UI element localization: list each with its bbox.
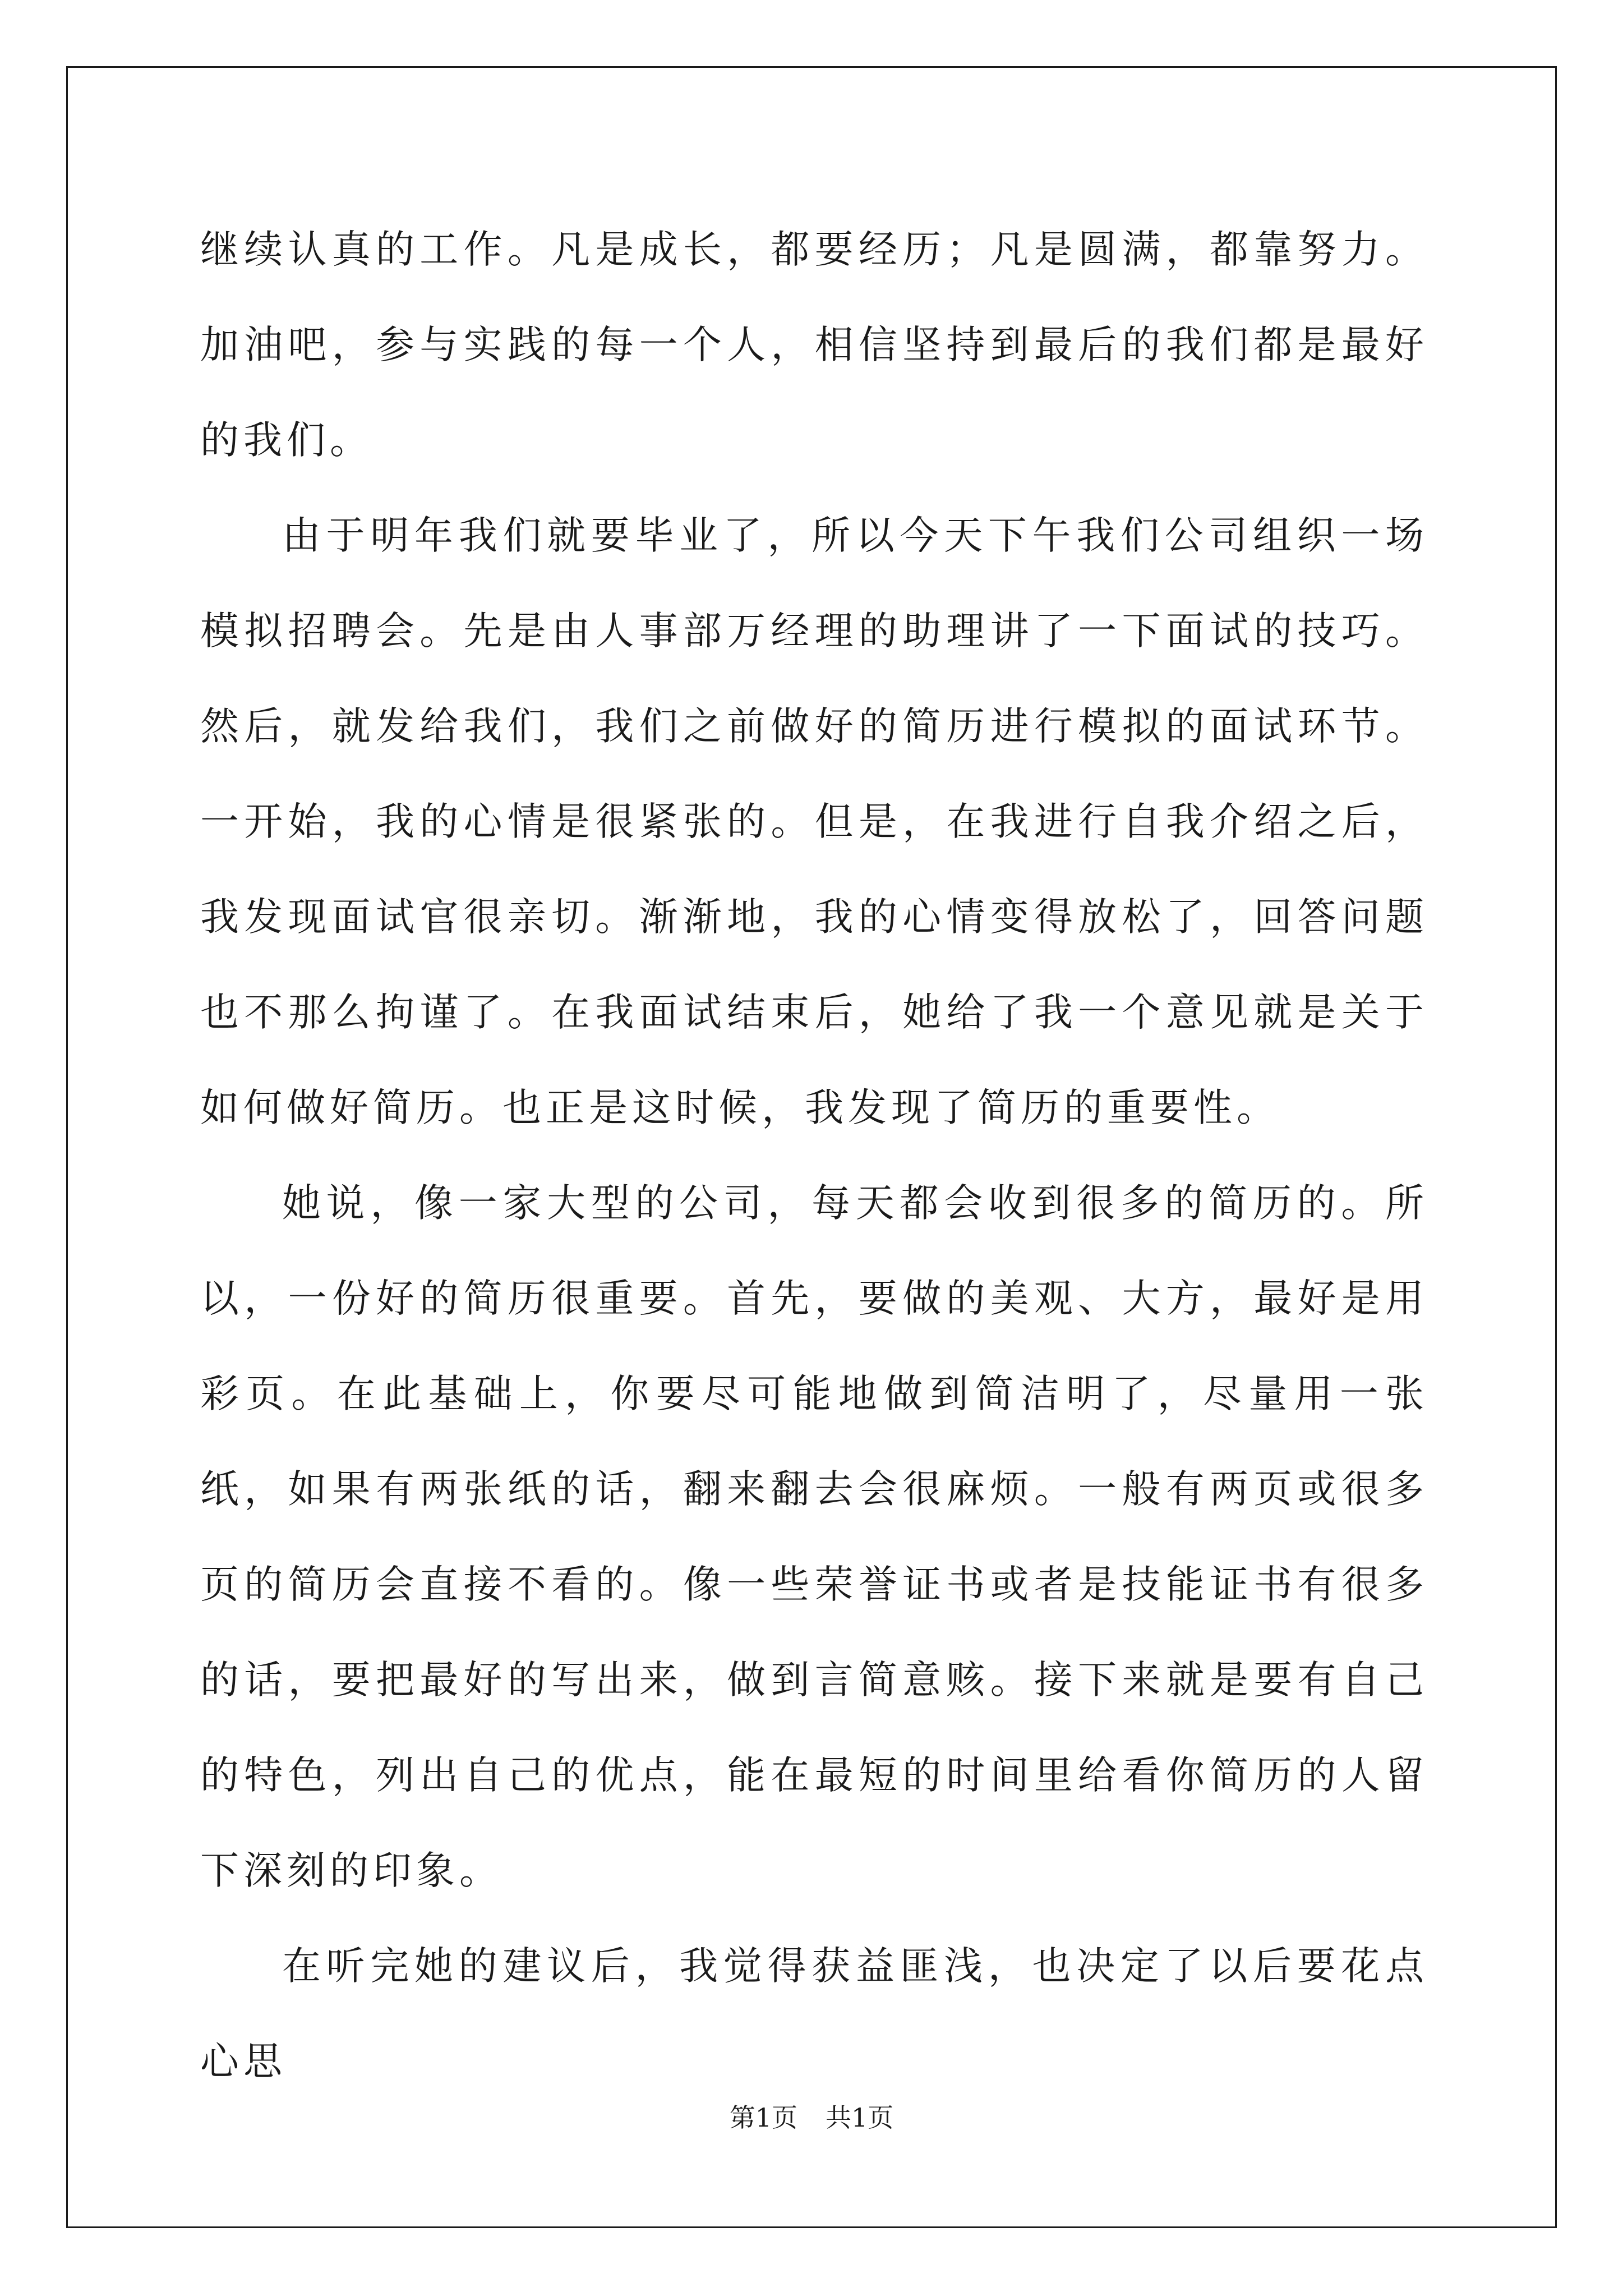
page-number-current: 第1页	[729, 2102, 797, 2133]
page-number-total: 共1页	[826, 2102, 894, 2133]
document-body	[200, 202, 1428, 2109]
paragraph-resume-advice: 她说，像一家大型的公司，每天都会收到很多的简历的。所以，一份好的简历很重要。首先，要做的美观、大方，最好是用彩页。在此基础上，你要尽可能地做到简洁明了，尽量用一张纸，如果有两张纸的话，翻来翻去会很麻烦。一般有两页或很多页的简历会直接不看的。像一些荣誉证书或者是技能证书有很多的话，要把最好的写出来，做到言简意赅。接下来就是要有自己的特色，列出自己的优点，能在最短的时间里给看你简历的人留下深刻的印象。	[200, 1181, 1428, 1893]
paragraph-continued: 继续认真的工作。凡是成长，都要经历；凡是圆满，都靠努力。加油吧，参与实践的每一个人，相信坚持到最后的我们都是最好的我们。	[200, 227, 1428, 463]
page-footer	[0, 2101, 1623, 2134]
paragraph-mock-job-fair: 由于明年我们就要毕业了，所以今天下午我们公司组织一场模拟招聘会。先是由人事部万经理的助理讲了一下面试的技巧。然后，就发给我们，我们之前做好的简历进行模拟的面试环节。一开始，我的心情是很紧张的。但是，在我进行自我介绍之后，我发现面试官很亲切。渐渐地，我的心情变得放松了，回答问题也不那么拘谨了。在我面试结束后，她给了我一个意见就是关于如何做好简历。也正是这时候，我发现了简历的重要性。	[200, 513, 1428, 1130]
paragraph-reflection: 在听完她的建议后，我觉得获益匪浅，也决定了以后要花点心思	[200, 1944, 1428, 2084]
